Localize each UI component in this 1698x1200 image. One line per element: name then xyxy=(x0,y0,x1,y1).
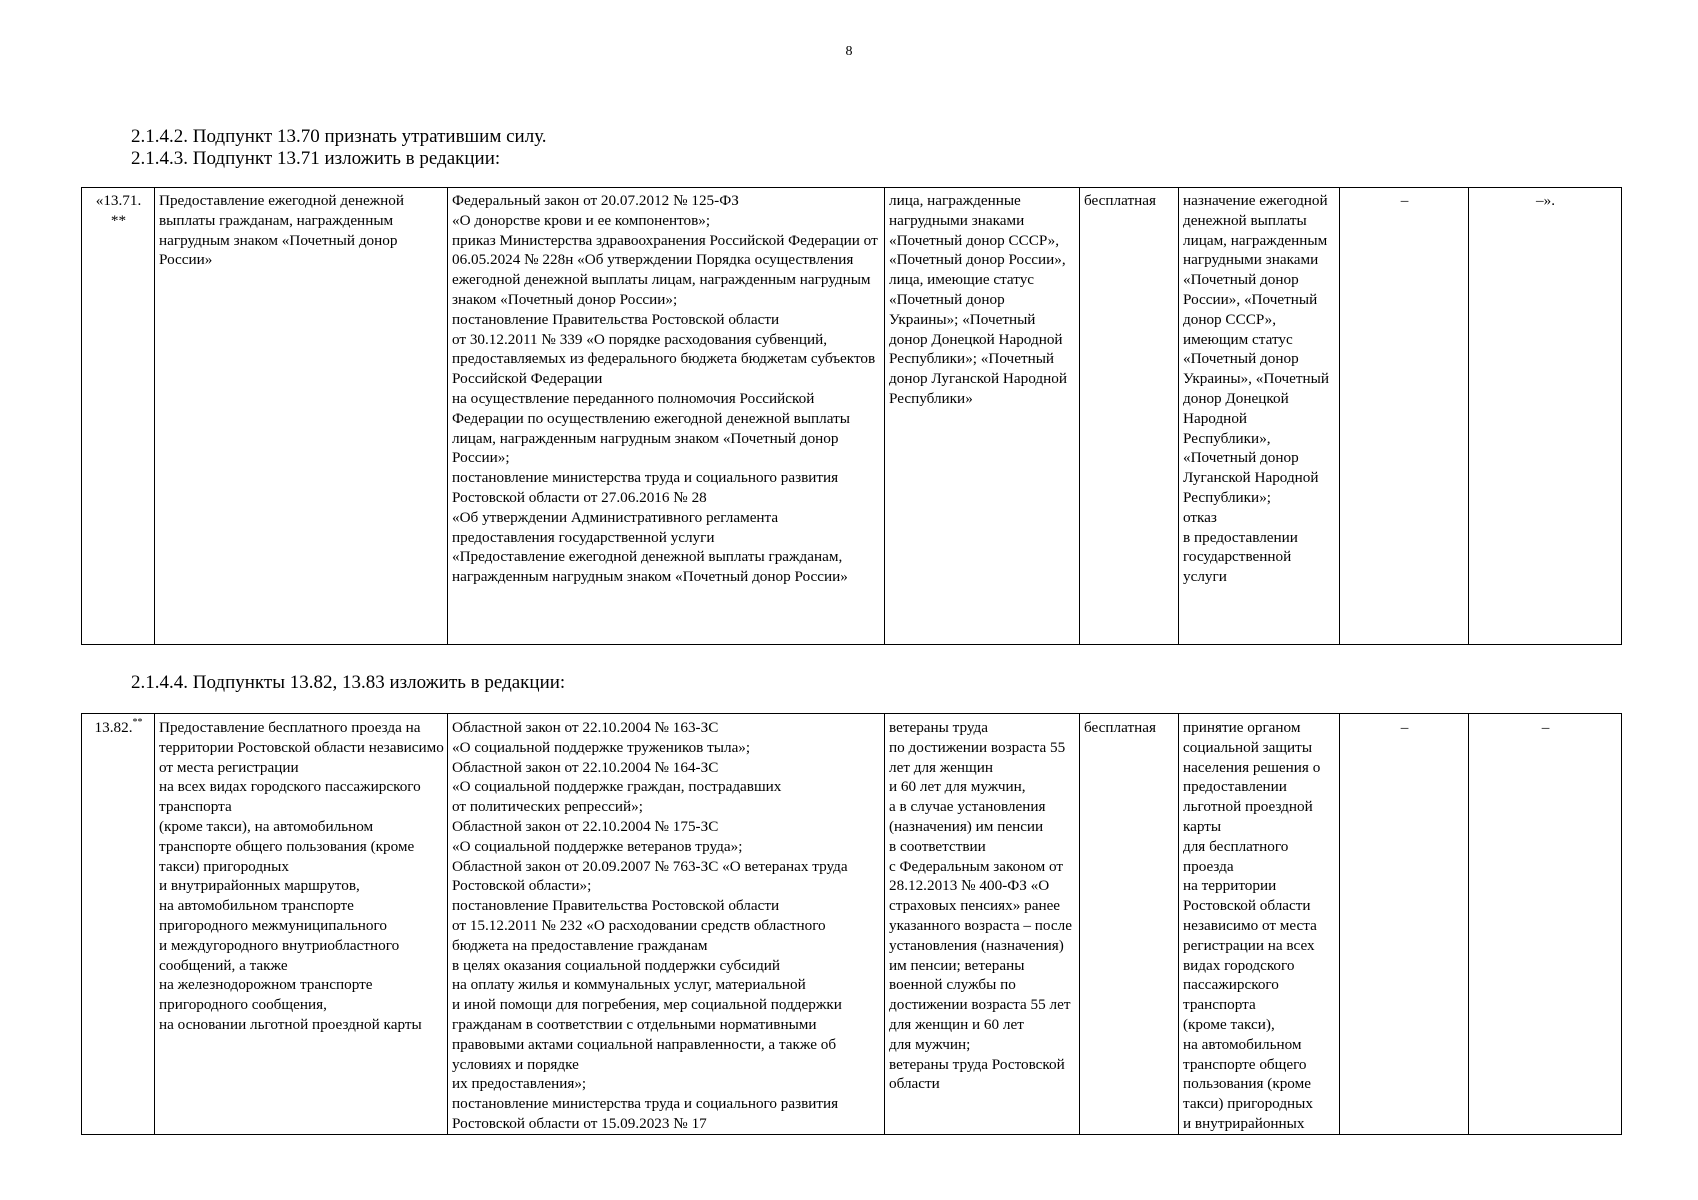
legal-basis-cell: Федеральный закон от 20.07.2012 № 125-ФЗ «О донорстве крови и ее компонентов»; приказ Министерства здравоохранения Российской Федерации от 06.05.2024 № 228н «Об утверждении Порядка осуществления ежегодной денежной выплаты лицам, награжденным нагрудным знаком «Почетный донор России»; постановление Правительства Ростовской области от 30.12.2011 № 339 «О порядке расходования субвенций, предоставляемых из федерального бюджета бюджетам субъектов Российской Федерации на осуществление переданного полномочия Российской Федерации по осуществлению ежегодной денежной выплаты лицам, награжденным нагрудным знаком «Почетный донор России»; постановление министерства труда и социального развития Ростовской области от 27.06.2016 № 28 «Об утверждении Административного регламента предоставления государственной услуги «Предоставление ежегодной денежной выплаты гражданам, награжденным нагрудным знаком «Почетный донор России» xyxy=(448,188,885,645)
result-cell: назначение ежегодной денежной выплаты лицам, награжденным нагрудными знаками «Почетный донор России», «Почетный донор СССР», имеющим статус «Почетный донор Украины», «Почетный донор Донецкой Народной Республики», «Почетный донор Луганской Народной Республики»; отказ в предоставлении государственной услуги xyxy=(1179,188,1340,645)
paragraph-2-1-4-3: 2.1.4.3. Подпункт 13.71 изложить в редакции: xyxy=(131,148,501,169)
services-table-13-71 xyxy=(81,187,1622,645)
table-row xyxy=(82,188,1622,645)
service-name-cell: Предоставление ежегодной денежной выплаты гражданам, награжденным нагрудным знаком «Почетный донор России» xyxy=(155,188,448,645)
result-cell: принятие органом социальной защиты населения решения о предоставлении льготной проездной карты для бесплатного проезда на территории Ростовской области независимо от места регистрации на всех видах городского пассажирского транспорта (кроме такси), на автомобильном транспорте общего пользования (кроме такси) пригородных и внутрирайонных xyxy=(1179,714,1340,1135)
service-name-cell: Предоставление бесплатного проезда на территории Ростовской области независимо от места регистрации на всех видах городского пассажирского транспорта (кроме такси), на автомобильном транспорте общего пользования (кроме такси) пригородных и внутрирайонных маршрутов, на автомобильном транспорте пригородного межмуниципального и междугородного внутриобластного сообщений, а также на железнодорожном транспорте пригородного сообщения, на основании льготной проездной карты xyxy=(155,714,448,1135)
legal-basis-cell: Областной закон от 22.10.2004 № 163-ЗС «О социальной поддержке тружеников тыла»; Областной закон от 22.10.2004 № 164-ЗС «О социальной поддержке граждан, пострадавших от политических репрессий»; Областной закон от 22.10.2004 № 175-ЗС «О социальной поддержке ветеранов труда»; Областной закон от 20.09.2007 № 763-ЗС «О ветеранах труда Ростовской области»; постановление Правительства Ростовской области от 15.12.2011 № 232 «О расходовании средств областного бюджета на предоставление гражданам в целях оказания социальной поддержки субсидий на оплату жилья и коммунальных услуг, материальной и иной помощи для погребения, мер социальной поддержки гражданам в соответствии с отдельными нормативными правовыми актами социальной направленности, а также об условиях и порядке их предоставления»; постановление министерства труда и социального развития Ростовской области от 15.09.2023 № 17 xyxy=(448,714,885,1135)
dash-cell: – xyxy=(1340,714,1469,1135)
paragraph-2-1-4-4: 2.1.4.4. Подпункты 13.82, 13.83 изложить в редакции: xyxy=(131,672,566,693)
recipients-cell: ветераны труда по достижении возраста 55 лет для женщин и 60 лет для мужчин, а в случае установления (назначения) им пенсии в соответствии с Федеральным законом от 28.12.2013 № 400-ФЗ «О страховых пенсиях» ранее указанного возраста – после установления (назначения) им пенсии; ветераны военной службы по достижении возраста 55 лет для женщин и 60 лет для мужчин; ветераны труда Ростовской области xyxy=(885,714,1080,1135)
paragraph-2-1-4-2: 2.1.4.2. Подпункт 13.70 признать утратившим силу. xyxy=(131,126,547,147)
payment-cell: бесплатная xyxy=(1080,188,1179,645)
dash-cell-closing: –». xyxy=(1469,188,1622,645)
services-table-13-82 xyxy=(81,713,1622,1135)
item-number-mark: ** xyxy=(132,717,143,728)
dash-cell: – xyxy=(1340,188,1469,645)
item-number-cell: «13.71. ** xyxy=(82,188,155,645)
dash-cell-closing: – xyxy=(1469,714,1622,1135)
recipients-cell: лица, награжденные нагрудными знаками «Почетный донор СССР», «Почетный донор России», лица, имеющие статус «Почетный донор Украины»; «Почетный донор Донецкой Народной Республики»; «Почетный донор Луганской Народной Республики» xyxy=(885,188,1080,645)
payment-cell: бесплатная xyxy=(1080,714,1179,1135)
table-row xyxy=(82,714,1622,1135)
item-number: 13.82. xyxy=(94,719,133,736)
page-number: 8 xyxy=(845,44,853,59)
item-number-cell xyxy=(82,714,155,1135)
